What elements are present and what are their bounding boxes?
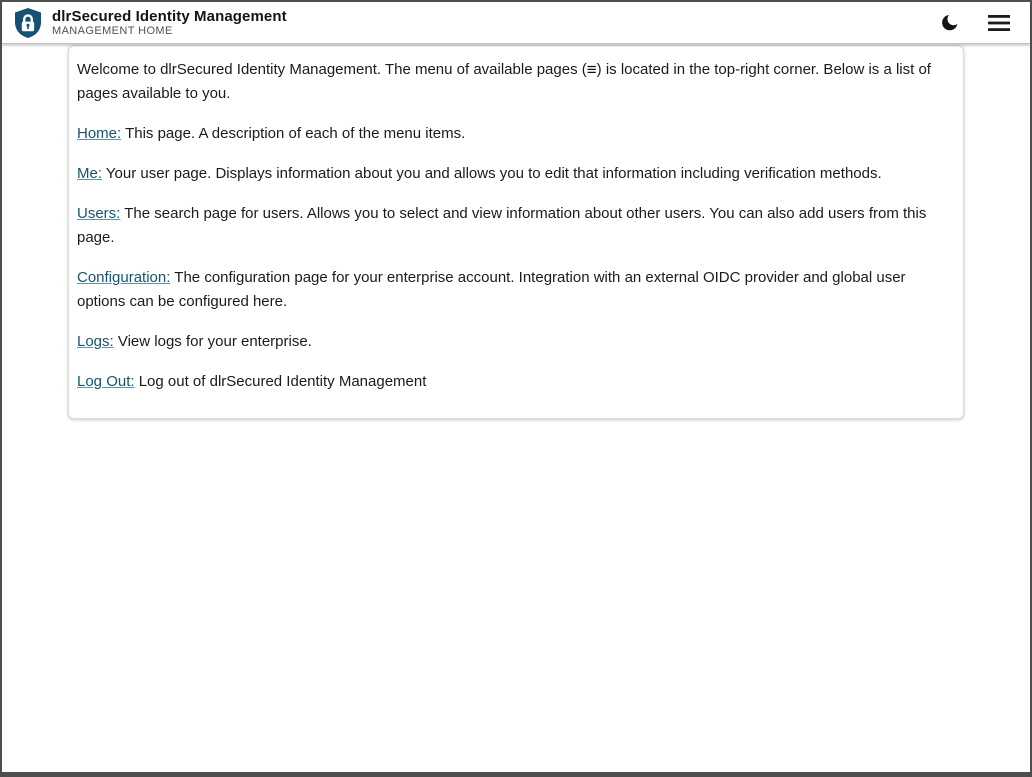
menu-item-logs [77,330,953,354]
menu-button[interactable] [986,12,1012,34]
intro-text-before: Welcome to dlrSecured Identity Management. The menu of available pages ( [77,61,587,78]
intro-text-after: ) is located in the top-right corner. Below is a list of pages available to you. [77,61,931,102]
menu-item-me-description: Your user page. Displays information about you and allows you to edit that information including verification methods. [102,165,882,182]
menu-item-logout [77,370,953,394]
menu-item-me [77,162,953,186]
menu-item-configuration [77,266,953,314]
title-block [52,8,287,38]
menu-item-logs-description: View logs for your enterprise. [113,333,312,350]
moon-icon [940,13,960,33]
inline-hamburger-menu-icon: ≡ [586,60,597,79]
menu-item-configuration-description: The configuration page for your enterprise account. Integration with an external OIDC provider and global user options can be configured here. [77,269,906,310]
app-subtitle: MANAGEMENT HOME [52,24,173,37]
menu-item-users [77,202,953,250]
dark-mode-toggle-button[interactable] [938,11,962,35]
logs-link[interactable]: Logs: [77,333,114,350]
users-link[interactable]: Users: [77,205,121,222]
header-actions [938,11,1012,35]
menu-item-home-description: This page. A description of each of the menu items. [121,125,466,142]
main-area [2,44,1030,419]
menu-item-home [77,122,953,146]
menu-item-users-description: The search page for users. Allows you to select and view information about other users. You can also add users from this page. [77,205,927,246]
configuration-link[interactable]: Configuration: [77,269,171,286]
app-header [2,2,1030,44]
menu-item-logout-description: Log out of dlrSecured Identity Management [134,373,427,390]
intro-paragraph [77,58,953,106]
hamburger-menu-icon [988,14,1010,32]
log-out-link[interactable]: Log Out: [77,373,135,390]
home-link[interactable]: Home: [77,125,122,142]
app-title: dlrSecured Identity Management [52,7,287,25]
me-link[interactable]: Me: [77,165,103,182]
welcome-card [68,45,964,419]
shield-lock-icon [12,7,44,39]
